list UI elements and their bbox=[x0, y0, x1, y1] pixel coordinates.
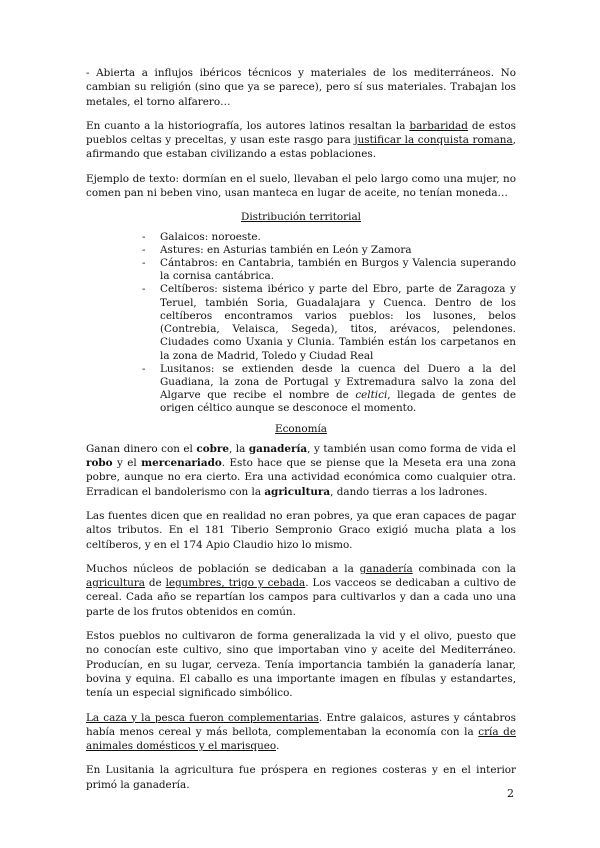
text-run: Lusitanos: se extienden desde la cuenca del Duero a la del Guadiana, la zona de Portugal y Extremadura salvo la zona del Algarve que recibe el nombre de bbox=[160, 362, 516, 402]
text-run: , y también usan como forma de vida el bbox=[307, 442, 516, 455]
text-run: Muchos núcleos de población se dedicaban a la bbox=[86, 562, 360, 575]
text-run: . Entre galaicos, astures y cántabros había menos cereal y más bellota, complementaban la economía con la bbox=[86, 711, 516, 738]
text-run: , llegada de gentes de origen céltico aunque se desconoce el momento. bbox=[160, 389, 516, 415]
underlined-term: cría de animales domésticos y el marisqueo bbox=[86, 725, 516, 753]
bold-term: robo bbox=[86, 457, 113, 470]
list-item: - Celtíberos: sistema ibérico y parte del Ebro, parte de Zaragoza y Teruel, también Soria, Guadalajara y Cuenca. Dentro de los celtíberos encontramos varios pueblos: los lusones, belos (Contrebia, Velaisca, Segeda), titos, arévacos, pelendones. Ciudades como Uxania y Clunia. También están los carpetanos en la zona de Madrid, Toledo y Ciudad Real bbox=[160, 283, 516, 362]
economy-paragraph-2: Las fuentes dicen que en realidad no eran pobres, ya que eran capaces de pagar altos tributos. En el 181 Tiberio Sempronio Graco exigió mucha plata a los celtíberos, y en el 174 Apio Claudio hizo lo mismo. bbox=[86, 510, 516, 551]
list-item: - Astures: en Asturias también en León y Zamora bbox=[160, 244, 516, 257]
text-run: combinada con la bbox=[412, 562, 516, 575]
text-run: , dando tierras a los ladrones. bbox=[330, 485, 488, 498]
page-number: 2 bbox=[507, 787, 514, 800]
economy-paragraph-6: En Lusitania la agricultura fue próspera en regiones costeras y en el interior primó la ganadería. bbox=[86, 764, 516, 791]
economy-paragraph-5 bbox=[86, 711, 516, 754]
intro-paragraph: - Abierta a influjos ibéricos técnicos y materiales de los mediterráneos. No cambian su religión (sino que ya se parece), pero sí sus materiales. Trabajan los metales, el torno alfarero… bbox=[86, 67, 516, 108]
italic-term: celtici bbox=[355, 389, 388, 402]
peoples-list bbox=[86, 231, 516, 416]
economy-paragraph-4: Estos pueblos no cultivaron de forma generalizada la vid y el olivo, puesto que no conocían este cultivo, sino que importaban vino y aceite del Mediterráneo. Producían, en su lugar, cerveza. Tenía importancia también la ganadería lanar, bovina y equina. El caballo es una importante imagen en fíbulas y estandartes, tenía un especial significado simbólico. bbox=[86, 630, 516, 700]
document-page bbox=[86, 66, 516, 802]
text-run: y el bbox=[112, 457, 142, 470]
bold-term: cobre bbox=[196, 442, 229, 455]
list-item: - Galaicos: noroeste. bbox=[160, 231, 516, 244]
text-run: . bbox=[276, 740, 280, 753]
underlined-term: legumbres, trigo y cebada bbox=[165, 577, 306, 590]
economy-paragraph-1 bbox=[86, 442, 516, 499]
section-heading-distribucion bbox=[86, 210, 516, 224]
underlined-term: barbaridad bbox=[409, 119, 468, 132]
text-run: , la bbox=[229, 442, 249, 455]
historiography-paragraph bbox=[86, 119, 516, 162]
bold-term: agricultura bbox=[264, 485, 331, 498]
text-run: , afirmando que estaban civilizando a estas poblaciones. bbox=[86, 134, 516, 161]
bold-term: mercenariado bbox=[141, 457, 222, 470]
example-text-paragraph: Ejemplo de texto: dormían en el suelo, llevaban el pelo largo como una mujer, no comen pan ni beben vino, usan manteca en lugar de aceite, no tenían moneda… bbox=[86, 172, 516, 200]
text-run: de bbox=[145, 577, 166, 590]
bold-term: ganadería bbox=[248, 442, 308, 455]
underlined-term: La caza y la pesca fueron complementarias bbox=[86, 711, 319, 724]
text-run: . Los vacceos se dedicaban a cultivo de cereal. Cada año se repartían los campos para cultivarlos y dan a cada uno una parte de los frutos obtenidos en común. bbox=[86, 577, 516, 618]
text-run: Ganan dinero con el bbox=[86, 442, 197, 455]
text-run: de estos pueblos celtas y preceltas, y usan este rasgo para bbox=[86, 119, 516, 147]
text-run: . Esto hace que se piense que la Meseta era una zona pobre, aunque no era cierto. Era una actividad económica como cualquier otra. Erradican el bandolerismo con la bbox=[86, 457, 516, 498]
underlined-term: justificar la conquista romana bbox=[354, 134, 513, 147]
heading-text: Economía bbox=[275, 422, 327, 435]
economy-paragraph-3 bbox=[86, 562, 516, 619]
text-run: En cuanto a la historiografía, los autores latinos resaltan la bbox=[86, 119, 410, 132]
heading-text: Distribución territorial bbox=[240, 211, 361, 224]
section-heading-economia bbox=[86, 422, 516, 436]
underlined-term: agricultura bbox=[86, 577, 146, 590]
underlined-term: ganadería bbox=[359, 562, 413, 575]
list-item bbox=[160, 363, 516, 416]
list-item: - Cántabros: en Cantabria, también en Burgos y Valencia superando la cornisa cantábrica. bbox=[160, 257, 516, 283]
